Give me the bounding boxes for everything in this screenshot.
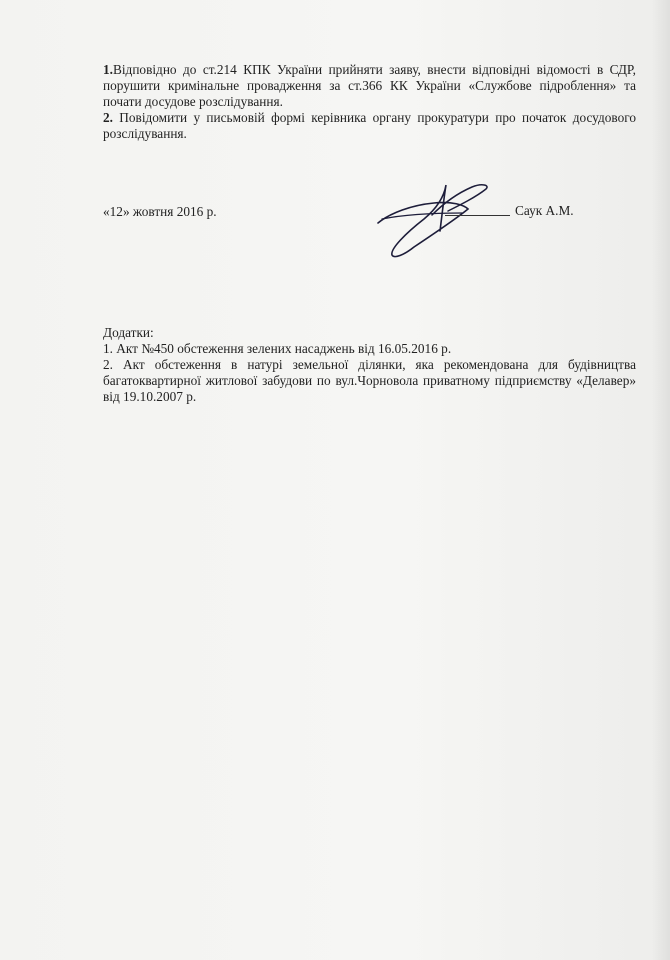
document-date: «12» жовтня 2016 р. — [103, 204, 217, 219]
attachments-section — [103, 325, 636, 405]
attachment-item: 2. Акт обстеження в натурі земельної ділянки, яка рекомендована для будівництва багатоквартирної житлової забудови по вул.Чорновола приватному підприємству «Делавер» від 19.10.2007 р. — [103, 357, 636, 404]
order-text: Повідомити у письмовій формі керівника органу прокуратури про початок досудового розслідування. — [103, 110, 636, 141]
order-number: 1. — [103, 62, 113, 77]
signature-line — [445, 215, 510, 216]
order-item-2 — [103, 110, 636, 142]
attachments-title: Додатки: — [103, 325, 154, 340]
signer-name: Саук А.М. — [515, 203, 574, 218]
order-number: 2. — [103, 110, 113, 125]
attachment-item: 1. Акт №450 обстеження зелених насаджень від 16.05.2016 р. — [103, 341, 452, 356]
handwritten-signature — [372, 175, 502, 265]
order-text: Відповідно до ст.214 КПК України прийняти заяву, внести відповідні відомості в СДР, порушити кримінальне провадження за ст.366 КК України «Службове підроблення» та почати досудове розслідування. — [103, 62, 636, 109]
order-item-1 — [103, 62, 636, 110]
orders-section — [103, 62, 636, 142]
